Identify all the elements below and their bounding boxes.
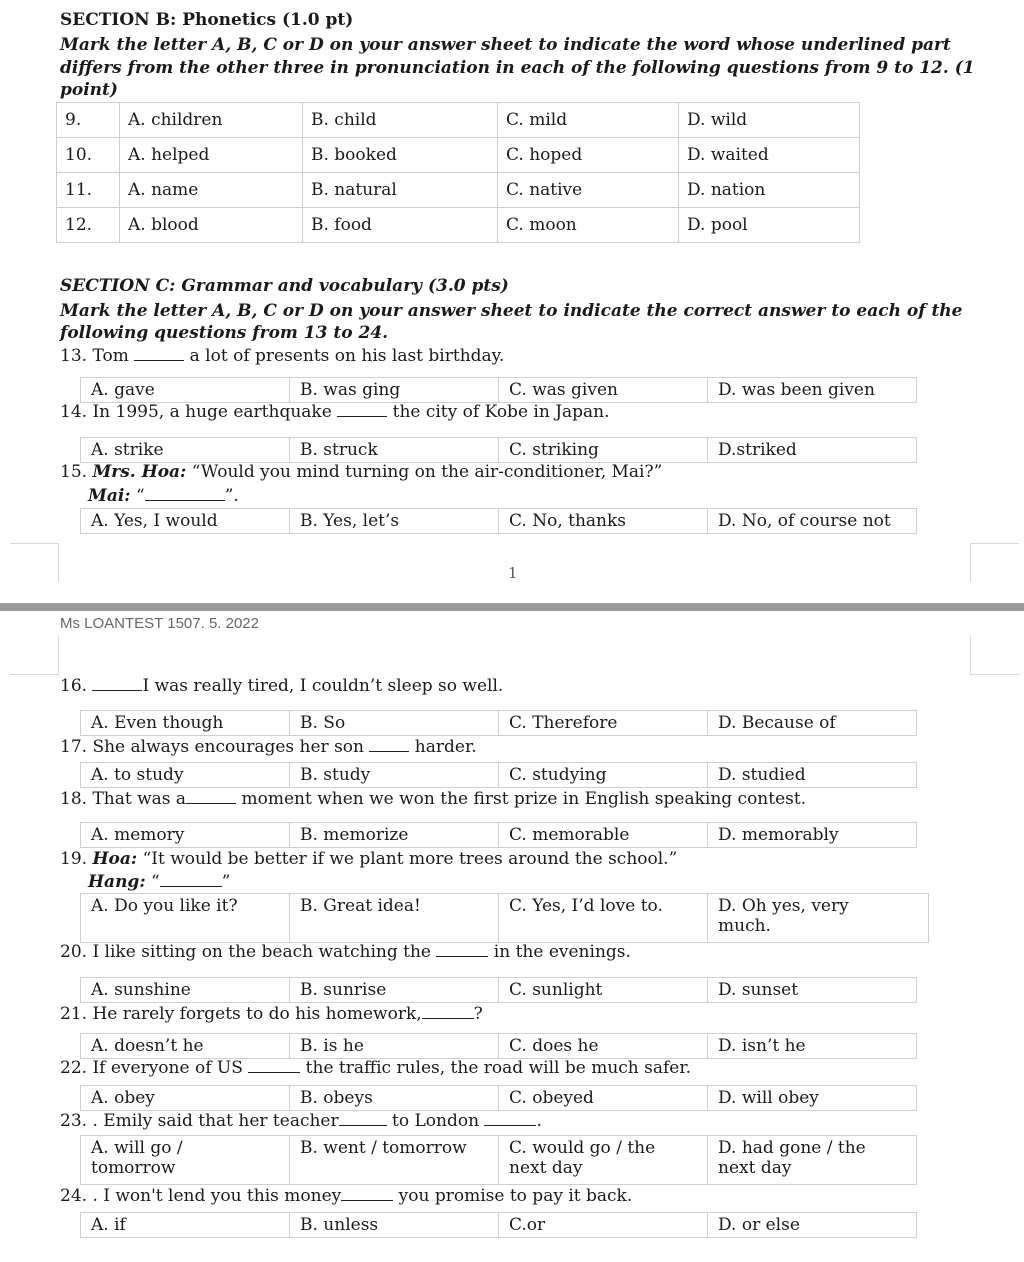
option-a: A. name xyxy=(120,173,303,208)
option-d: D. Oh yes, very much. xyxy=(707,893,929,943)
section-c-instruction-2: following questions from 13 to 24. xyxy=(60,323,389,343)
table-row xyxy=(57,173,860,208)
option-b: B. memorize xyxy=(289,822,499,848)
question-number: 12. xyxy=(57,208,120,243)
page-header-label: Ms LOANTEST 1507. 5. 2022 xyxy=(60,615,259,632)
answer-blank xyxy=(484,1111,536,1126)
option-d: D. memorably xyxy=(707,822,917,848)
section-c-instruction-1: Mark the letter A, B, C or D on your answer sheet to indicate the correct answer to each of the xyxy=(60,301,963,321)
option-a: A. Do you like it? xyxy=(80,893,290,943)
option-d: D. pool xyxy=(679,208,860,243)
option-a: A. obey xyxy=(80,1085,290,1111)
option-b: B. Great idea! xyxy=(289,893,499,943)
option-c: C. striking xyxy=(498,437,708,463)
question-19: 19. Hoa: “It would be better if we plant more trees around the school.” xyxy=(60,849,678,869)
question-number: 11. xyxy=(57,173,120,208)
option-d: D. waited xyxy=(679,138,860,173)
option-d: D. isn’t he xyxy=(707,1033,917,1059)
option-d: D. was been given xyxy=(707,377,917,403)
option-d: D. will obey xyxy=(707,1085,917,1111)
speaker: Mai: xyxy=(88,486,131,506)
option-b: B. struck xyxy=(289,437,499,463)
option-d: D. wild xyxy=(679,103,860,138)
page-corner-mark xyxy=(10,543,59,582)
question-number: 9. xyxy=(57,103,120,138)
option-d: D. or else xyxy=(707,1212,917,1238)
question-20: 20. I like sitting on the beach watching the in the evenings. xyxy=(60,942,631,962)
option-b: B. booked xyxy=(303,138,498,173)
answer-blank xyxy=(369,737,409,752)
option-b: B. food xyxy=(303,208,498,243)
option-c: C. mild xyxy=(498,103,679,138)
option-c: C. sunlight xyxy=(498,977,708,1003)
option-a: A. helped xyxy=(120,138,303,173)
option-b: B. unless xyxy=(289,1212,499,1238)
option-c: C. hoped xyxy=(498,138,679,173)
option-b: B. study xyxy=(289,762,499,788)
option-b: B. was ging xyxy=(289,377,499,403)
option-d: D. studied xyxy=(707,762,917,788)
option-b: B. So xyxy=(289,710,499,736)
section-b-instruction-1: Mark the letter A, B, C or D on your answer sheet to indicate the word whose underlined part xyxy=(60,35,951,55)
option-b: B. natural xyxy=(303,173,498,208)
table-row xyxy=(57,103,860,138)
answer-blank xyxy=(337,402,387,417)
page-number: 1 xyxy=(508,564,518,582)
question-13: 13. Tom a lot of presents on his last birthday. xyxy=(60,346,505,366)
table-row xyxy=(57,208,860,243)
question-18-options xyxy=(80,822,916,848)
answer-blank xyxy=(341,1186,393,1201)
option-a: A. Even though xyxy=(80,710,290,736)
question-15-response: Mai: “ ”. xyxy=(88,486,239,506)
option-c: C. native xyxy=(498,173,679,208)
question-number: 10. xyxy=(57,138,120,173)
speaker: Mrs. Hoa: xyxy=(92,462,187,482)
answer-blank xyxy=(160,872,222,887)
option-b: B. sunrise xyxy=(289,977,499,1003)
option-a: A. doesn’t he xyxy=(80,1033,290,1059)
option-a: A. if xyxy=(80,1212,290,1238)
option-c: C. studying xyxy=(498,762,708,788)
question-13-options xyxy=(80,377,916,403)
question-22-options xyxy=(80,1085,916,1111)
page-corner-mark xyxy=(970,543,1019,582)
question-17-options xyxy=(80,762,916,788)
option-a: A. children xyxy=(120,103,303,138)
question-24: 24. . I won't lend you this money you promise to pay it back. xyxy=(60,1186,633,1206)
speaker: Hoa: xyxy=(92,849,138,869)
question-22: 22. If everyone of US the traffic rules, the road will be much safer. xyxy=(60,1058,692,1078)
question-17: 17. She always encourages her son harder. xyxy=(60,737,477,757)
option-a: A. blood xyxy=(120,208,303,243)
answer-blank xyxy=(92,676,142,691)
option-c: C. memorable xyxy=(498,822,708,848)
option-b: B. Yes, let’s xyxy=(289,508,499,534)
question-14: 14. In 1995, a huge earthquake the city of Kobe in Japan. xyxy=(60,402,610,422)
option-b: B. obeys xyxy=(289,1085,499,1111)
option-d: D. No, of course not xyxy=(707,508,917,534)
answer-blank xyxy=(134,346,184,361)
page-divider xyxy=(0,603,1024,611)
option-d: D. had gone / the next day xyxy=(707,1135,917,1185)
option-a: A. strike xyxy=(80,437,290,463)
phonetics-table xyxy=(56,102,860,243)
option-a: A. memory xyxy=(80,822,290,848)
option-c: C. obeyed xyxy=(498,1085,708,1111)
answer-blank xyxy=(339,1111,387,1126)
question-21: 21. He rarely forgets to do his homework, ? xyxy=(60,1004,483,1024)
question-16: 16. I was really tired, I couldn’t sleep so well. xyxy=(60,676,504,696)
option-c: C.or xyxy=(498,1212,708,1238)
table-row xyxy=(57,138,860,173)
option-d: D.striked xyxy=(707,437,917,463)
option-c: C. does he xyxy=(498,1033,708,1059)
option-c: C. moon xyxy=(498,208,679,243)
answer-blank xyxy=(145,486,225,501)
question-21-options xyxy=(80,1033,916,1059)
question-15: 15. Mrs. Hoa: “Would you mind turning on the air-conditioner, Mai?” xyxy=(60,462,663,482)
option-a: A. gave xyxy=(80,377,290,403)
option-b: B. child xyxy=(303,103,498,138)
answer-blank xyxy=(436,942,488,957)
section-b-instruction-2: differs from the other three in pronunciation in each of the following questions from 9 to 12. (1 xyxy=(60,58,975,78)
option-a: A. Yes, I would xyxy=(80,508,290,534)
section-b-instruction-3: point) xyxy=(60,80,118,100)
option-c: C. was given xyxy=(498,377,708,403)
option-b: B. is he xyxy=(289,1033,499,1059)
option-b: B. went / tomorrow xyxy=(289,1135,499,1185)
question-16-options xyxy=(80,710,916,736)
question-14-options xyxy=(80,437,916,463)
option-c: C. No, thanks xyxy=(498,508,708,534)
page-corner-mark xyxy=(10,636,59,675)
option-a: A. sunshine xyxy=(80,977,290,1003)
answer-blank xyxy=(186,789,236,804)
option-a: A. will go / tomorrow xyxy=(80,1135,290,1185)
option-d: D. sunset xyxy=(707,977,917,1003)
speaker: Hang: xyxy=(88,872,146,892)
option-c: C. Therefore xyxy=(498,710,708,736)
section-c-title: SECTION C: Grammar and vocabulary (3.0 pts) xyxy=(60,276,509,296)
option-d: D. Because of xyxy=(707,710,917,736)
answer-blank xyxy=(422,1004,474,1019)
question-19-options xyxy=(80,893,928,943)
option-a: A. to study xyxy=(80,762,290,788)
question-23: 23. . Emily said that her teacher to London . xyxy=(60,1111,542,1131)
question-20-options xyxy=(80,977,916,1003)
option-d: D. nation xyxy=(679,173,860,208)
question-18: 18. That was a moment when we won the first prize in English speaking contest. xyxy=(60,789,807,809)
question-19-response: Hang: “ ” xyxy=(88,872,231,892)
page-corner-mark xyxy=(970,636,1019,675)
section-b-title: SECTION B: Phonetics (1.0 pt) xyxy=(60,10,354,30)
question-15-options xyxy=(80,508,916,534)
answer-blank xyxy=(248,1058,300,1073)
question-23-options xyxy=(80,1135,916,1185)
option-c: C. would go / the next day xyxy=(498,1135,708,1185)
question-24-options xyxy=(80,1212,916,1238)
option-c: C. Yes, I’d love to. xyxy=(498,893,708,943)
